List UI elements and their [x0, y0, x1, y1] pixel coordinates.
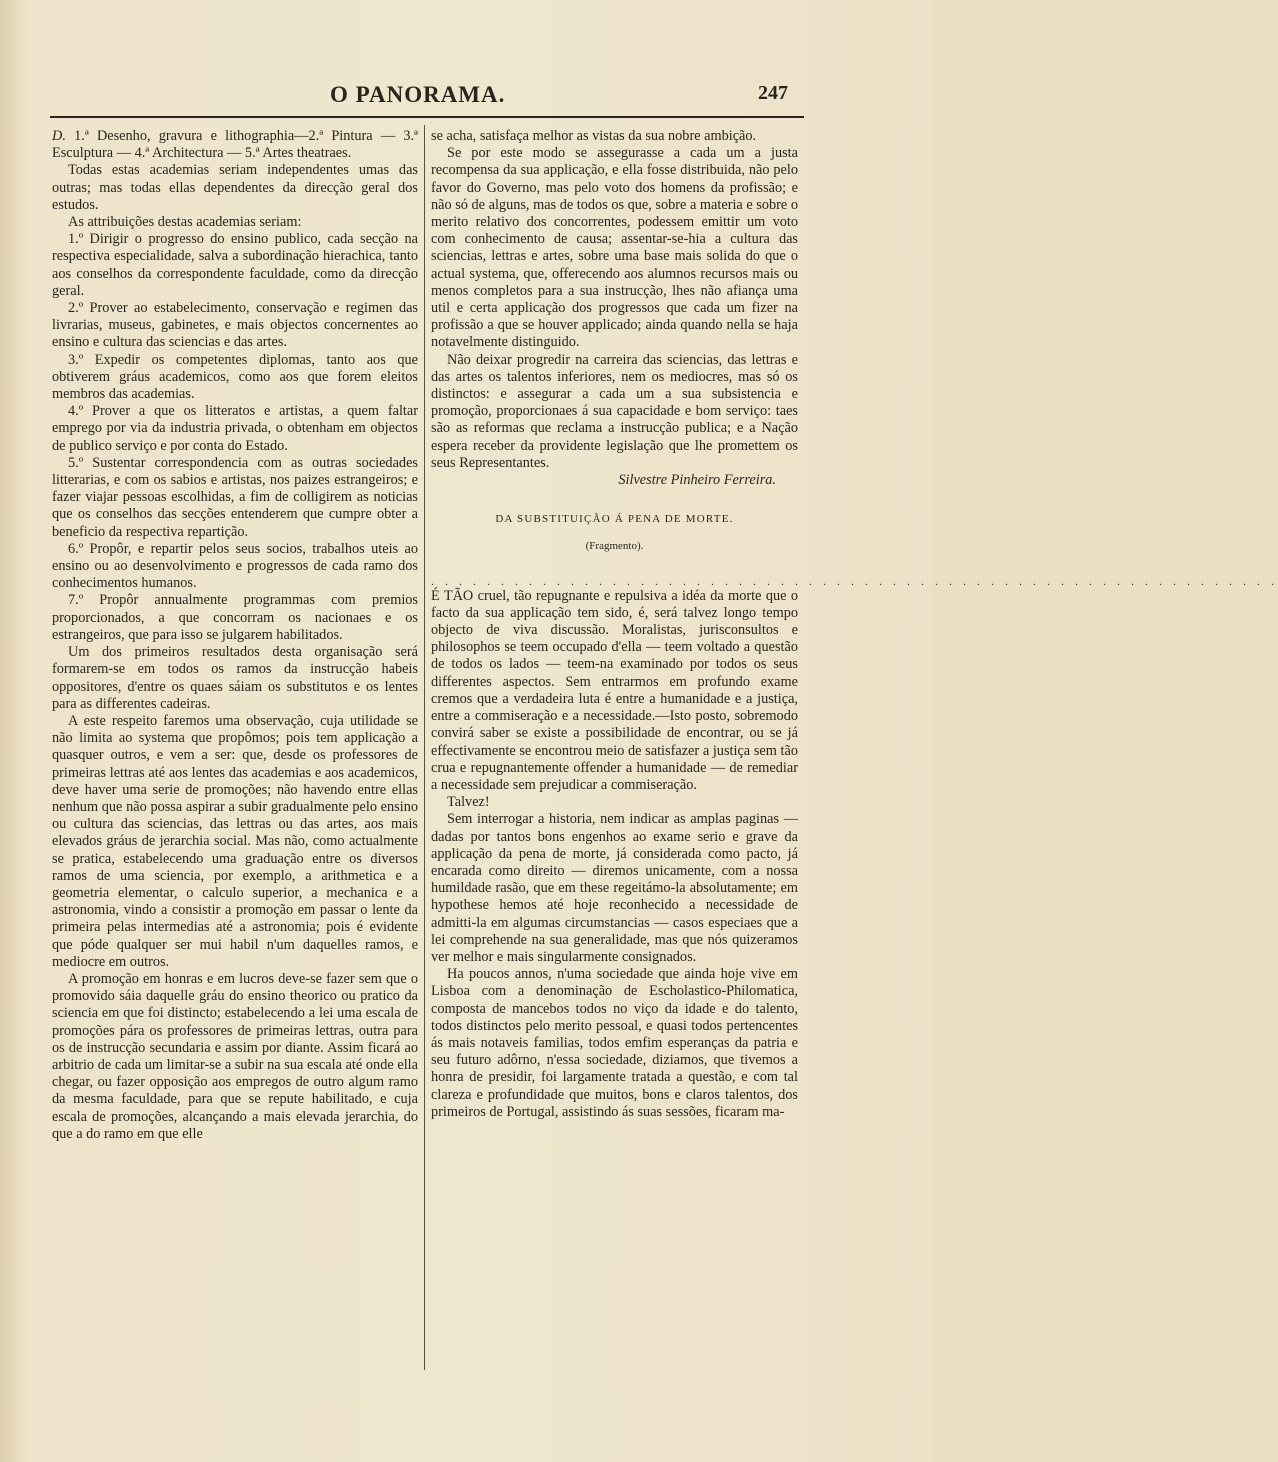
paragraph: Não deixar progredir na carreira das sciencias, das lettras e das artes os talentos inferiores, nem os mediocres, mas só os distinctos: e assegurar a cada um a sua subsistencia e promoção, proporcionaes á sua capacidade e bom serviço: taes são as reformas que reclama a instrucção publica; e a Nação espera receber da providente legislação que lhe promettem os seus Representantes. [431, 351, 798, 471]
left-column [52, 128, 418, 1143]
paragraph: 2.º Prover ao estabelecimento, conservação e regimen das livrarias, museus, gabinetes, e mais objectos concernentes ao ensino e cultura das sciencias e das artes. [52, 300, 418, 351]
paragraph: 3.º Expedir os competentes diplomas, tanto aos que obtiverem gráus academicos, como aos que forem eleitos membros das academias. [52, 351, 418, 403]
right-column [431, 128, 1278, 1121]
paragraph: As attribuições destas academias seriam: [68, 214, 302, 231]
paragraph: Todas estas academias seriam independentes umas das outras; mas todas ellas dependentes da direcção geral dos estudos. [52, 162, 418, 213]
paragraph: Talvez! [447, 794, 490, 811]
paragraph: Ha poucos annos, n'uma sociedade que ainda hoje vive em Lisboa com a denominação de Escholastico-Philomatica, composta de mancebos todos no viço da idade e do talento, todos distinctos pelo merito pessoal, e quasi todos pertencentes ás mais notaveis familias, todos emfim esperanças da patria e seu futuro adôrno, n'essa sociedade, diziamos, que tivemos a honra de presidir, foi largamente tratada a questão, e com tal clareza e profundidade que muitos, bons e claros talentos, dos primeiros de Portugal, assistindo ás suas sessões, ficaram ma- [431, 966, 798, 1120]
section-heading: DA SUBSTITUIÇÃO Á PENA DE MORTE. [495, 513, 734, 526]
author-signature: Silvestre Pinheiro Ferreira. [618, 472, 776, 489]
paragraph: A este respeito faremos uma observação, cuja utilidade se não limita ao systema que propômos; pois tem applicação a quasquer outros, e vem a ser: que, desde os professores de primeiras lettras até aos lentes das academias e aos academicos, deve haver uma serie de promoções; não havendo entre ellas nenhum que não possa aspirar a subir gradualmente pelo ensino ou cultura das sciencias, das lettras ou das artes, aos mais elevados gráus de jerarchia social. Mas não, como actualmente se pratica, estabelecendo uma graduação entre os diversos ramos de uma sciencia, por exemplo, a arithmetica e a geometria elementar, o calculo superior, a mechanica e a astronomia, vindo a consistir a promoção em passar o lente da primeira pelas intermedias até a astronomia; pois é evidente que póde qualquer ser mui habil n'um daquelles ramos, e mediocre em outros. [52, 712, 418, 970]
paragraph: 7.º Propôr annualmente programmas com premios proporcionados, a que concorram os nacionaes e os estrangeiros, que para isso se julgarem habilitados. [52, 592, 418, 643]
page-title: O PANORAMA. [330, 82, 506, 107]
paragraph [52, 128, 418, 162]
column-divider [424, 125, 425, 1370]
paragraph: se acha, satisfaça melhor as vistas da sua nobre ambição. [431, 128, 757, 144]
paragraph: Um dos primeiros resultados desta organisação será formarem-se em todos os ramos da instrucção habeis oppositores, d'entre os quaes sáiam os substitutos e os lentes para as differentes cadeiras. [52, 644, 418, 712]
section-subheading: (Fragmento). [585, 540, 644, 553]
ellipsis-divider: . . . . . . . . . . . . . . . . . . . . . . . . . . . . . . . . . . . . . . . . . . . . . . . . . . . . . . . . . . . . . [431, 573, 1278, 588]
paragraph: Se por este modo se assegurasse a cada um a justa recompensa da sua applicação, e ella fosse distribuida, não pelo favor do Governo, mas pelo voto dos homens da profissão; e não só de alguns, mas de todos os que, sobre a materia e sobre o merito relativo dos concorrentes, podessem emittir um voto com conhecimento de causa; assentar-se-hia a cultura das sciencias, lettras e artes, sobre uma base mais solida do que o actual systema, que, offerecendo aos alumnos recursos mais ou menos completos para a sua instrucção, lhes não afiança uma util e certa applicação dos progressos que cada um fizer na profissão a que se houver applicado; ainda quando nella se haja notavelmente distinguido. [431, 145, 798, 351]
paragraph: A promoção em honras e em lucros deve-se fazer sem que o promovido sáia daquelle gráu do ensino theorico ou pratico da sciencia em que foi distincto; estabelecendo a lei uma escala de promoções pára os professores de primeiras lettras, outra para os de instrucção secundaria e assim por diante. Assim ficará ao arbitrio de cada um limitar-se a subir na sua escala até onde ella chegar, ou fazer opposição aos empregos de outro algum ramo da mesma faculdade, para que se repute habilitado, e cuja escala de promoções, alcançando a mais elevada jerarchia, do que a do ramo em que elle [52, 970, 418, 1142]
paragraph: 4.º Prover a que os litteratos e artistas, a quem faltar emprego por via da industria privada, o obtenham em objectos de publico serviço e por conta do Estado. [52, 403, 418, 454]
paragraph: 6.º Propôr, e repartir pelos seus socios, trabalhos uteis ao ensino ou ao desenvolvimento e progressos de cada ramo dos conhecimentos humanos. [52, 540, 418, 592]
paragraph: Sem interrogar a historia, nem indicar as amplas paginas — dadas por tantos bons engenhos ao exame serio e grave da applicação da pena de morte, já considerada como pacto, já encarada como direito — diremos unicamente, com a nossa humildade rasão, que em these regeitámo-la absolutamente; em hypothese hemos até hoje reconhecido a necessidade de admitti-la em algumas circumstancias — casos especiaes que a lei comprehende na sua generalidade, mas que nós quizeramos ver melhor e mais singularmente consignados. [431, 811, 798, 965]
paragraph: 5.º Sustentar correspondencia com as outras sociedades litterarias, e com os sabios e artistas, nos paizes estrangeiros; e fazer viajar pessoas escolhidas, a fim de colligirem as noticias que os conselhos das secções entenderem que cumpre obter a beneficio da respectiva repartição. [52, 454, 418, 540]
header-rule [50, 116, 804, 118]
paragraph: 1.º Dirigir o progresso do ensino publico, cada secção na respectiva especialidade, salva a subordinação hierachica, tanto aos conselhos da correspondente faculdade, como da direcção geral. [52, 231, 418, 299]
paragraph-text: 1.ª Desenho, gravura e lithographia—2.ª Pintura — 3.ª Esculptura — 4.ª Architectura — 5.ª Artes theatraes. [52, 128, 418, 162]
page-number: 247 [758, 82, 788, 104]
paragraph: É TÃO cruel, tão repugnante e repulsiva a idéa da morte que o facto da sua applicação tem sido, é, será talvez longo tempo objecto de viva discussão. Moralistas, jurisconsultos e philosophos se teem occupado d'ella — teem voltado a questão de todos os lados — teem-na examinado por todos os seus differentes aspectos. Sem entrarmos em profundo exame cremos que a verdadeira luta é entre a humanidade e a justiça, entre a commiseração e a necessidade.—Isto posto, sobremodo convirá saber se existe a possibilidade de encontrar, ou se já effectivamente se encontrou meio de satisfazer a justiça sem tão crua e repugnantemente offender a humanidade — de remediar a necessidade sem prejudicar a commiseração. [431, 587, 798, 793]
paragraph-label: D. [52, 128, 66, 144]
